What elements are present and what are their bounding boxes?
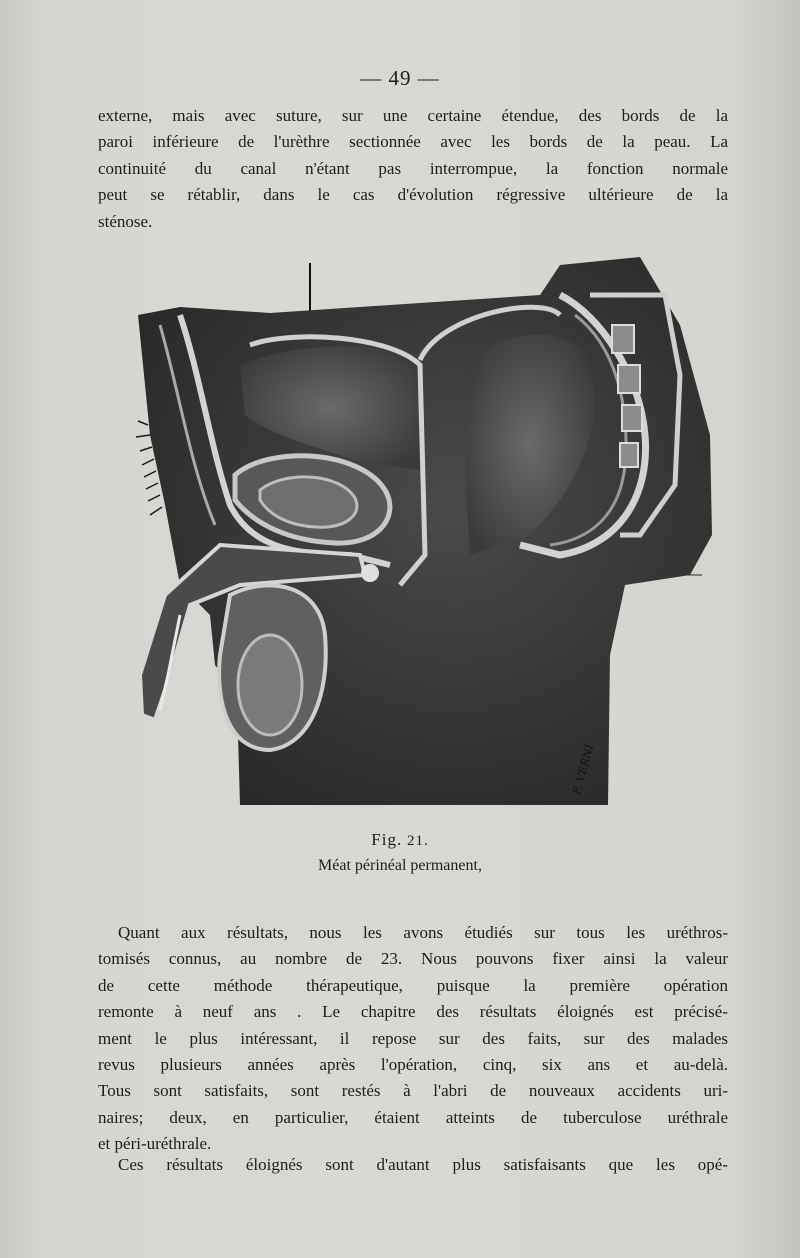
text-line: Quant aux résultats, nous les avons étudiés sur tous les uréthros- <box>118 923 728 942</box>
figure-label-prefix: Fig. <box>371 830 403 849</box>
figure-label <box>0 830 800 850</box>
text-line: externe, mais avec suture, sur une certaine étendue, des bords de la <box>98 106 728 125</box>
text-line: ment le plus intéressant, il repose sur des faits, sur des malades <box>98 1028 728 1048</box>
figure-label-number: 21. <box>406 833 429 849</box>
text-line: paroi inférieure de l'urèthre sectionnée avec les bords de la peau. La <box>98 132 728 152</box>
text-line: naires; deux, en particulier, étaient atteints de tuberculose uréthrale <box>98 1107 728 1127</box>
text-line: de cette méthode thérapeutique, puisque la première opération <box>98 975 728 995</box>
paragraph-results <box>98 920 728 1158</box>
text-line: peut se rétablir, dans le cas d'évolution régressive ultérieure de la <box>98 185 728 205</box>
text-line: et péri-uréthrale. <box>98 1134 212 1154</box>
text-line: revus plusieurs années après l'opération, cinq, six ans et au-delà. <box>98 1055 728 1075</box>
text-line: sténose. <box>98 211 153 231</box>
illustrator-signature: F. VERNI <box>570 743 597 796</box>
page-number: — 49 — <box>360 66 440 90</box>
text-line: tomisés connus, au nombre de 23. Nous pouvons fixer ainsi la valeur <box>98 949 728 969</box>
paragraph-final <box>98 1152 728 1178</box>
paragraph-top <box>98 103 728 235</box>
text-line: continuité du canal n'étant pas interrompue, la fonction normale <box>98 158 728 178</box>
anatomical-illustration <box>120 255 720 815</box>
text-line: Tous sont satisfaits, sont restés à l'abri de nouveaux accidents uri- <box>98 1081 728 1101</box>
text-line: Ces résultats éloignés sont d'autant plus satisfaisants que les opé- <box>118 1155 728 1174</box>
figure-caption: Méat périnéal permanent, <box>318 857 482 874</box>
text-line: remonte à neuf ans . Le chapitre des résultats éloignés est précisé- <box>98 1002 728 1022</box>
